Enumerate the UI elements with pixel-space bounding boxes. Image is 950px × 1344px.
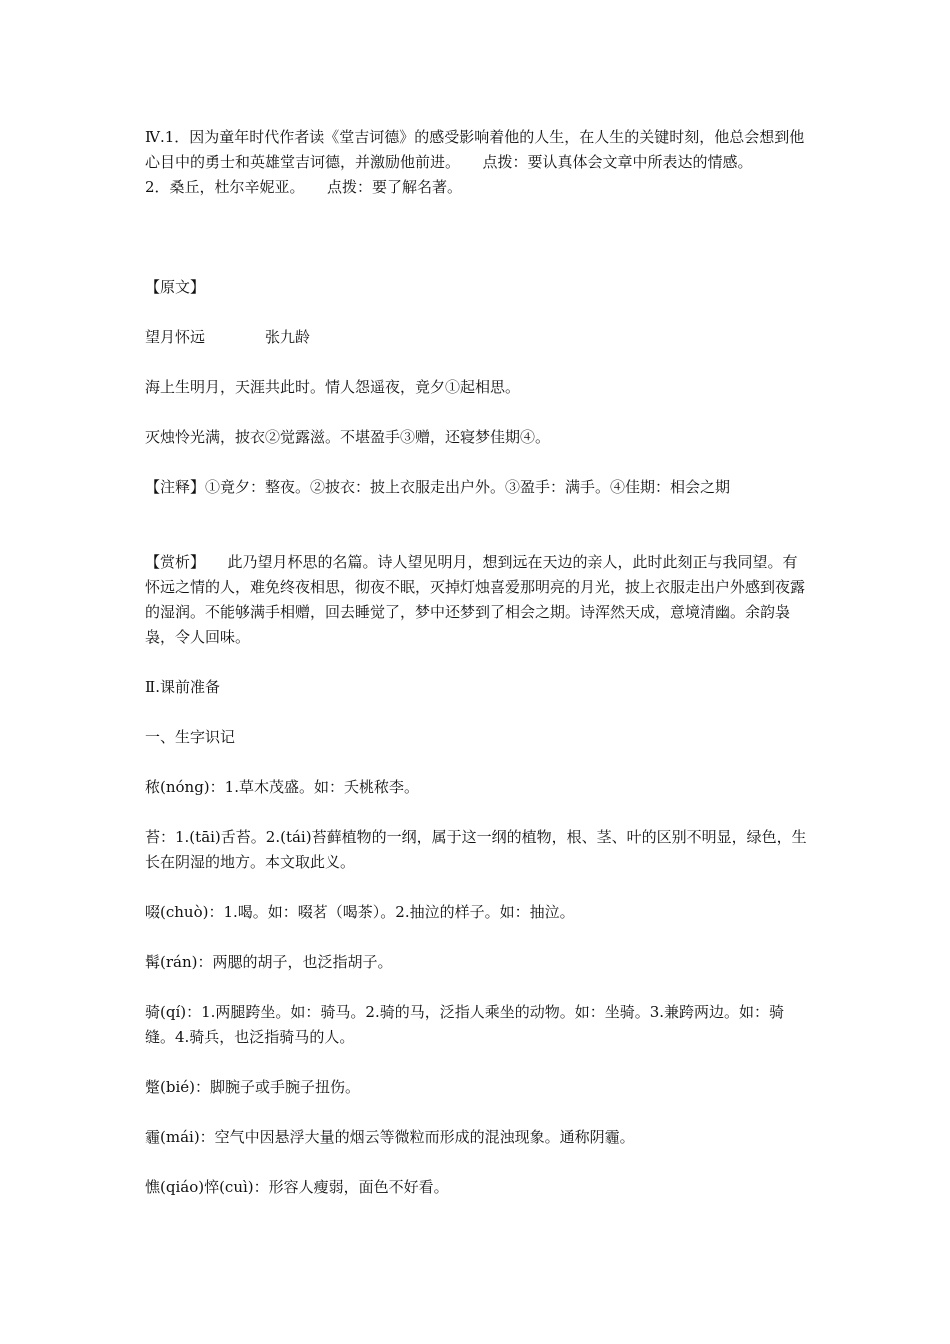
section-heading-preparation: Ⅱ.课前准备 [145, 678, 220, 696]
poem-appreciation: 【赏析】 此乃望月杯思的名篇。诗人望见明月，想到远在天边的亲人，此时此刻正与我同望。有怀远之情的人，难免终夜相思，彻夜不眠，灭掉灯烛喜爱那明亮的月光，披上衣服走出户外感到夜露的湿润。不能够满手相赠，回去睡觉了，梦中还梦到了相会之期。诗浑然天成，意境清幽。余韵袅袅，令人回味。 [145, 553, 806, 646]
vocab-entry: 霾(mái)：空气中因悬浮大量的烟云等微粒而形成的混浊现象。通称阴霾。 [145, 1128, 635, 1146]
poem-line-2: 灭烛怜光满，披衣②觉露滋。不堪盈手③赠，还寝梦佳期④。 [145, 428, 551, 446]
vocab-entry: 髯(rán)：两腮的胡子，也泛指胡子。 [145, 953, 393, 971]
answer-iv-2: 2．桑丘，杜尔辛妮亚。 点拨：要了解名著。 [145, 178, 463, 196]
vocab-entry: 憔(qiáo)悴(cuì)：形容人瘦弱，面色不好看。 [145, 1178, 449, 1196]
vocab-entry: 蹩(bié)：脚腕子或手腕子扭伤。 [145, 1078, 360, 1096]
poem-title: 望月怀远 张九龄 [145, 328, 311, 346]
vocab-entry: 苔：1.(tāi)舌苔。2.(tái)苔藓植物的一纲，属于这一纲的植物，根、茎、叶的区别不明显，绿色，生长在阴湿的地方。本文取此义。 [145, 828, 807, 871]
vocab-entry: 秾(nóng)：1.草木茂盛。如：夭桃秾李。 [145, 778, 419, 796]
poem-line-1: 海上生明月，天涯共此时。情人怨遥夜，竟夕①起相思。 [145, 378, 521, 396]
subsection-heading-characters: 一、生字识记 [145, 728, 236, 746]
vocab-entry: 啜(chuò)：1.喝。如：啜茗（喝茶）。2.抽泣的样子。如：抽泣。 [145, 903, 575, 921]
vocab-entry: 骑(qí)：1.两腿跨坐。如：骑马。2.骑的马，泛指人乘坐的动物。如：坐骑。3.兼跨两边。如：骑缝。4.骑兵，也泛指骑马的人。 [145, 1003, 785, 1046]
document-body [145, 125, 810, 1200]
poem-notes: 【注释】①竟夕：整夜。②披衣：披上衣服走出户外。③盈手：满手。④佳期：相会之期 [145, 478, 731, 496]
section-heading-original-text: 【原文】 [145, 278, 206, 296]
answer-iv-1: Ⅳ.1．因为童年时代作者读《堂吉诃德》的感受影响着他的人生，在人生的关键时刻，他总会想到他心目中的勇士和英雄堂吉诃德，并激励他前进。 点拨：要认真体会文章中所表达的情感。 [145, 128, 805, 171]
